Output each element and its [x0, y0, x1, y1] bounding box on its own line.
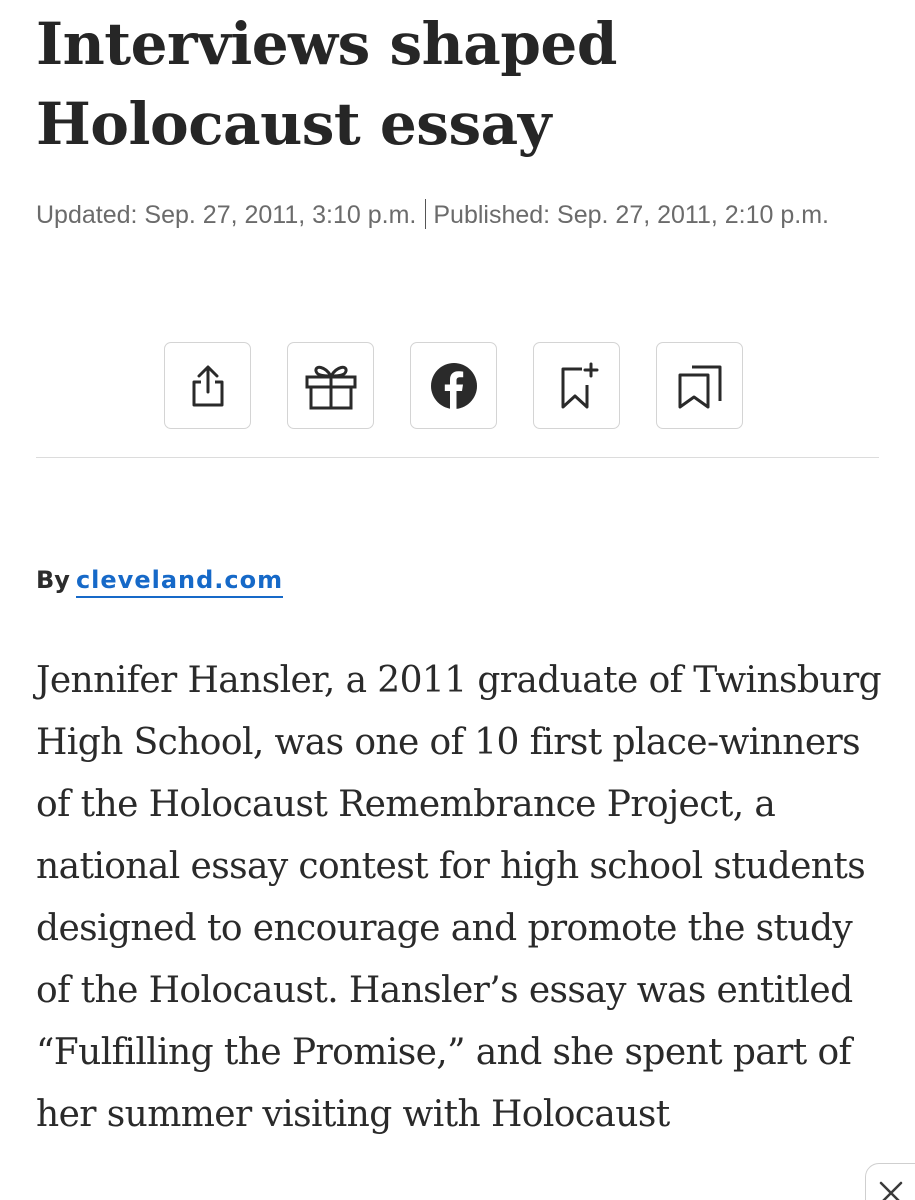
byline-prefix: By — [36, 566, 70, 594]
share-button[interactable] — [164, 342, 251, 429]
article-action-bar — [164, 342, 743, 431]
facebook-icon — [430, 362, 478, 410]
author-link[interactable]: cleveland.com — [76, 566, 283, 598]
published-timestamp: Published: Sep. 27, 2011, 2:10 p.m. — [433, 201, 830, 229]
dateline-separator — [425, 199, 426, 229]
gift-icon — [303, 361, 359, 411]
saved-articles-button[interactable] — [656, 342, 743, 429]
updated-timestamp: Updated: Sep. 27, 2011, 3:10 p.m. — [36, 201, 417, 229]
article-byline — [36, 560, 283, 600]
save-bookmark-button[interactable] — [533, 342, 620, 429]
close-overlay-button[interactable] — [865, 1163, 915, 1200]
bookmark-add-icon — [555, 361, 599, 411]
facebook-share-button[interactable] — [410, 342, 497, 429]
saved-bookmarks-icon — [676, 361, 724, 411]
close-icon — [876, 1178, 906, 1200]
share-icon — [186, 362, 230, 410]
article-body-paragraph: Jennifer Hansler, a 2011 graduate of Twinsburg High School, was one of 10 first place-winners of the Holocaust Remembrance Project, a national essay contest for high school students designed to encourage and promote the study of the Holocaust. Hansler’s essay was entitled “Fulfilling the Promise,” and she spent part of her summer visiting with Holocaust — [36, 660, 882, 1135]
header-divider — [36, 457, 879, 458]
article-headline: Interviews shaped Holocaust essay — [36, 10, 617, 158]
gift-article-button[interactable] — [287, 342, 374, 429]
article-dateline — [36, 196, 876, 234]
